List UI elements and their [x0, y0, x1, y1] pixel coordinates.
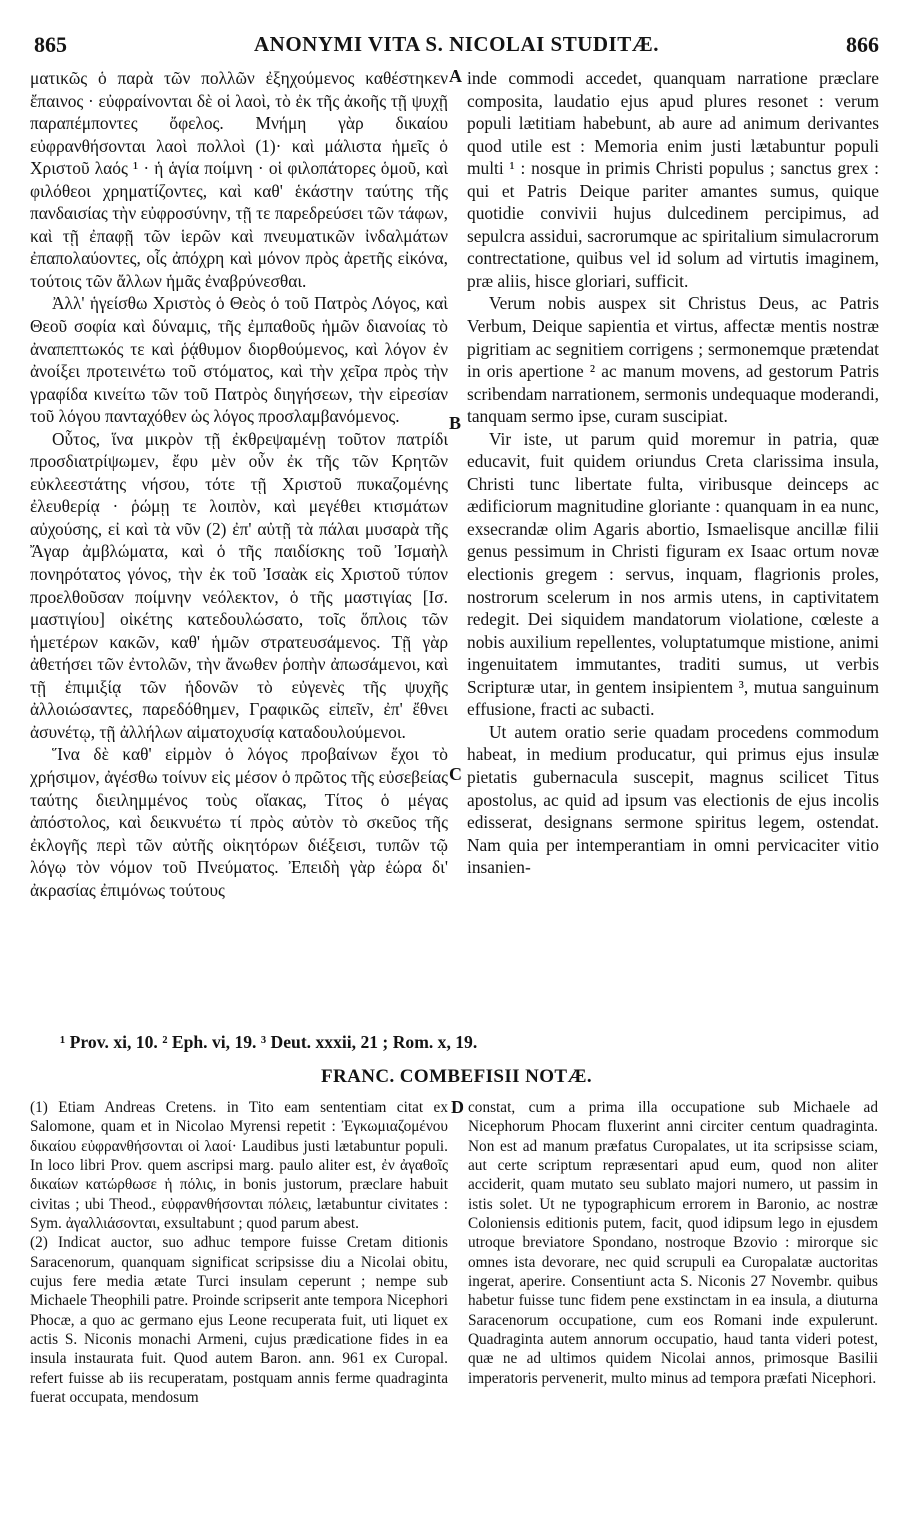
- margin-marker-c: C: [449, 764, 462, 784]
- latin-paragraph-1: inde commodi accedet, quanquam narratione præclare composita, laudatio ejus apud plures resonet : verum populi lætitiam habebunt, ab aure ad animum derivantes quod utile est : Memoria enim justi lætabuntur populi multi ¹ : nosque in primis Christi populus ; sanctus grex : qui et Patris Deique pariter amantes sumus, quique quotidie convivii hujus dulcedinem percipimus, ad sepulcra assidui, sacrorumque ac spiritalium simulacrorum contrectatione, quibus vel id solum ad virtutis imaginem, præ aliis, hisce gloriari, sufficit.: [467, 68, 879, 291]
- margin-marker-d: D: [451, 1097, 464, 1117]
- notes-left-column: [30, 1098, 448, 1408]
- greek-text-column: [30, 67, 448, 901]
- greek-paragraph-1: ματικῶς ὁ παρὰ τῶν πολλῶν ἐξηχούμενος καθέστηκεν ἔπαινος · εὐφραίνονται δὲ οἱ λαοὶ, τὸ ἐκ τῆς ἀκοῆς τῇ ψυχῇ παραπέμποντες ὄφελος. Μνήμη γὰρ δικαίου εὐφρανθήσονται λαοὶ πολλοὶ (1)· καὶ μάλιστα ἡμεῖς ὁ Χριστοῦ λαός ¹ · ἡ ἁγία ποίμνη · οἱ φιλοπάτορες ὁμοῦ, καὶ φιλόθεοι χρηματίζοντες, καὶ καθ' ἑκάστην ταύτης τῆς πανδαισίας τὴν εὐφροσύνην, τῇ τε παρεδρεύσει τῶν τάφων, καὶ τῇ ἐπαφῇ τῶν ἱερῶν καὶ πνευματικῶν ἰνδαλμάτων ἐπαπολαύοντες, οἷς ἀπόχρη καὶ μόνον πρὸς ἀρετῆς εἰκόνα, τούτοις τῶν ἄλλων ἡμᾶς ἐναβρύνεσθαι.: [30, 68, 448, 291]
- notes-right-column: [468, 1098, 878, 1388]
- latin-text-column: [467, 67, 879, 879]
- note-2-continued: constat, cum a prima illa occupatione sub Michaele ad Nicephorum Phocam fluxerint anni circiter centum quadraginta. Non est ad manum præfatus Curopalates, ut ita scripsisse sciam, aut certe scriptum repræsentari apud eum, quod non aliter acciderit, quam mutato seu sublato majori numero, ut passim in istis solet. Ut ne typographicum errorem in Baronio, ac nostræ Coloniensis editionis putem, facit, quod idipsum lego in ejusdem utroque breviatore Spondano, nostroque Bzovio : mirorque sic omnes ista devorare, nec quid scrupuli ea Curopalatæ auctoritas ingerat, aperire. Consentiunt acta S. Niconis 27 Novembr. quibus habetur fuisse tunc fidem pene exstinctam in ea insula, a diuturna Saracenorum occupatione, cum eos Romani inde expulerunt. Quadraginta autem annorum occupatio, haud tanta videri potest, quæ ne ad ultimos quidem Nicolai annos, primosque Basilii imperatoris pervenerit, multo minus ad tempora præfati Nicephori.: [468, 1099, 878, 1387]
- greek-paragraph-3: Οὗτος, ἵνα μικρὸν τῇ ἐκθρεψαμένῃ τοῦτον πατρίδι προσδιατρίψωμεν, ἔφυ μὲν οὖν ἐκ τῆς τῶν Κρητῶν εὐκλεεστάτης νήσου, τότε τῇ Χριστοῦ πυκαζομένης ἐλευθερίᾳ · ῥώμῃ τε λοιπὸν, καὶ μεγέθει κτισμάτων αὐχούσης, εἰ καὶ τὰ νῦν (2) ἐπ' αὐτῇ τὰ πάλαι μυσαρὰ τῆς Ἄγαρ ἀμβλώματα, καὶ ὁ τῆς παιδίσκης τοῦ Ἰσμαὴλ πονηρότατος γόνος, τὴν ἐκ τοῦ Ἰσαὰκ εἰς Χριστοῦ τύπον προελθοῦσαν ποίμνην νεόλεκτον, ὁ τῆς μαστιγίας [Ισ. μαστιγίου] οἰκέτης κατεδουλώσατο, τοῖς ὅπλοις τῶν ἡμετέρων κακῶν, καθ' ἡμῶν στρατευσάμενος. Τῇ γὰρ ἀθετήσει τῶν ἐντολῶν, τὴν ἄνωθεν ῥοπὴν ἀπωσάμενοι, καὶ τῇ ἐπιμιξίᾳ τῶν ἡδονῶν τὸ εὐγενὲς τῆς ψυχῆς ἀλλοιώσαντες, παρεδόθημεν, Γραφικῶς εἰπεῖν, ἐπ' ἔθνει ἀσυνέτῳ, τῇ ἀλλήλων αἱματοχυσίᾳ καταδουλούμενοι.: [30, 428, 448, 742]
- latin-paragraph-4: Ut autem oratio serie quadam procedens commodum habeat, in medium producatur, qui primus ejus insulæ pietatis gubernacula suscepit, magnus scilicet Titus apostolus, ac quid ad ipsum vas electionis de ejus incolis edisserat, designans sermone spiritus legem, ostendat. Nam quia per intemperantiam in omni pervicaciter vitio insanien-: [467, 721, 879, 878]
- running-title: ANONYMI VITA S. NICOLAI STUDITÆ.: [254, 32, 659, 56]
- page-header: [34, 32, 879, 66]
- notes-heading: FRANC. COMBEFISII NOTÆ.: [321, 1066, 592, 1087]
- margin-marker-b: B: [449, 413, 462, 433]
- right-page-number: 866: [846, 32, 879, 57]
- note-2: (2) Indicat auctor, suo adhuc tempore fuisse Cretam ditionis Saracenorum, quanquam significat scripsisse diu a Nicolai obitu, cujus fere media ætate Turci insulam ceperunt ; nempe sub Michaele Theophili patre. Proinde scripserit ante tempora Nicephori Phocæ, a quo ac germano ejus Leone recuperata fuit, uti liquet ex actis S. Niconis monachi Armeni, cujus prædicatione fides in ea insula instaurata fuit. Quod autem Baron. ann. 961 ex Curopal. refert fuisse ab iis recuperatam, postquam annis ferme quadraginta fuerat occupata, mendosum: [30, 1234, 448, 1407]
- note-1: (1) Etiam Andreas Cretens. in Tito eam sententiam citat ex Salomone, quam et in Nicolao Myrensi repetit : Ἐγκωμιαζομένου δικαίου εὐφρανθήσονται οἱ λαοί· Laudibus justi lætabuntur populi. In loco libri Prov. quem ascripsi marg. paulo aliter est, ἐν ἀγαθοῖς δικαίων κατώρθωσε ἡ πόλις, in bonis justorum, præclare habuit civitas ; ubi Theod., εὐφρανθήσονται πόλεις, lætabuntur civitates : Sym. ἀγαλλιάσονται, exsultabunt ; quod parum abest.: [30, 1099, 448, 1233]
- margin-marker-a: A: [449, 66, 462, 86]
- greek-paragraph-2: Ἀλλ' ἡγείσθω Χριστὸς ὁ Θεὸς ὁ τοῦ Πατρὸς Λόγος, καὶ Θεοῦ σοφία καὶ δύναμις, τῆς ἐμπαθοῦς ἡμῶν διανοίας τὸ ἀναπεπτωκός τε καὶ ῥᾴθυμον διορθούμενος, καὶ λόγον ἐν ἀνοίξει προτεινέτω τοῦ στόματος, καὶ τὴν χεῖρα πρὸς τὴν γραφίδα κινείτω τῶν τοῦ Πατρὸς διηγήσεων, τὴν εἰρεσίαν τοῦ λόγου πανταχόθεν ὡς λόγος προσλαμβανόμενος.: [30, 293, 448, 427]
- latin-paragraph-2: Verum nobis auspex sit Christus Deus, ac Patris Verbum, Deique sapientia et virtus, affectæ mentis nostræ pigritiam ac segnitiem corrigens ; sermonemque prætendat in oris apertione ² ac manum movens, ad gestorum Patris scribendam narrationem, sermonis undequaque moderandi, tanquam sermo ipse, curam suscipiat.: [467, 293, 879, 427]
- left-page-number: 865: [34, 32, 67, 57]
- latin-paragraph-3: Vir iste, ut parum quid moremur in patria, quæ educavit, fuit quidem oriundus Creta clarissima insula, Christi tunc libertate fulta, viribusque deinceps ac ædificiorum magnitudine gloriante : quanquam in ea nunc, exsecrandæ olim Agaris abortio, Ismaelisque ancillæ filii genus pessimum in Christi figuram ex Isaac ortum novæ electionis gregem : servus, inquam, flagrionis proles, nostrorum scelerum in nos armis utens, in captivitatem redegit. Dei siquidem mandatorum violatione, cœleste a nobis auxilium repellentes, voluptatumque mistione, animi ingenuitatem immutantes, traditi sumus, ut verbis Scripturæ utar, in gentem insipientem ³, mutua sanguinum effusione, fracti ac subacti.: [467, 428, 879, 720]
- footnotes: ¹ Prov. xi, 10. ² Eph. vi, 19. ³ Deut. xxxii, 21 ; Rom. x, 19.: [60, 1032, 478, 1052]
- greek-paragraph-4: Ἵνα δὲ καθ' εἱρμὸν ὁ λόγος προβαίνων ἔχοι τὸ χρήσιμον, ἀγέσθω τοίνυν εἰς μέσον ὁ πρῶτος τῆς εὐσεβείας ταύτης διειλημμένος τοὺς οἴακας, Τίτος ὁ μέγας ἀπόστολος, καὶ δεικνυέτω τί πρὸς αὐτὸν τὸ σκεῦος τῆς ἐκλογῆς περὶ τῶν αὐτῆς οἰκητόρων διέξεισι, τυπῶν τῷ λόγῳ τὸν νόμον τοῦ Πνεύματος. Ἐπειδὴ γὰρ ἑώρα δι' ἀκρασίας ἐπιμόνως τούτους: [30, 744, 448, 900]
